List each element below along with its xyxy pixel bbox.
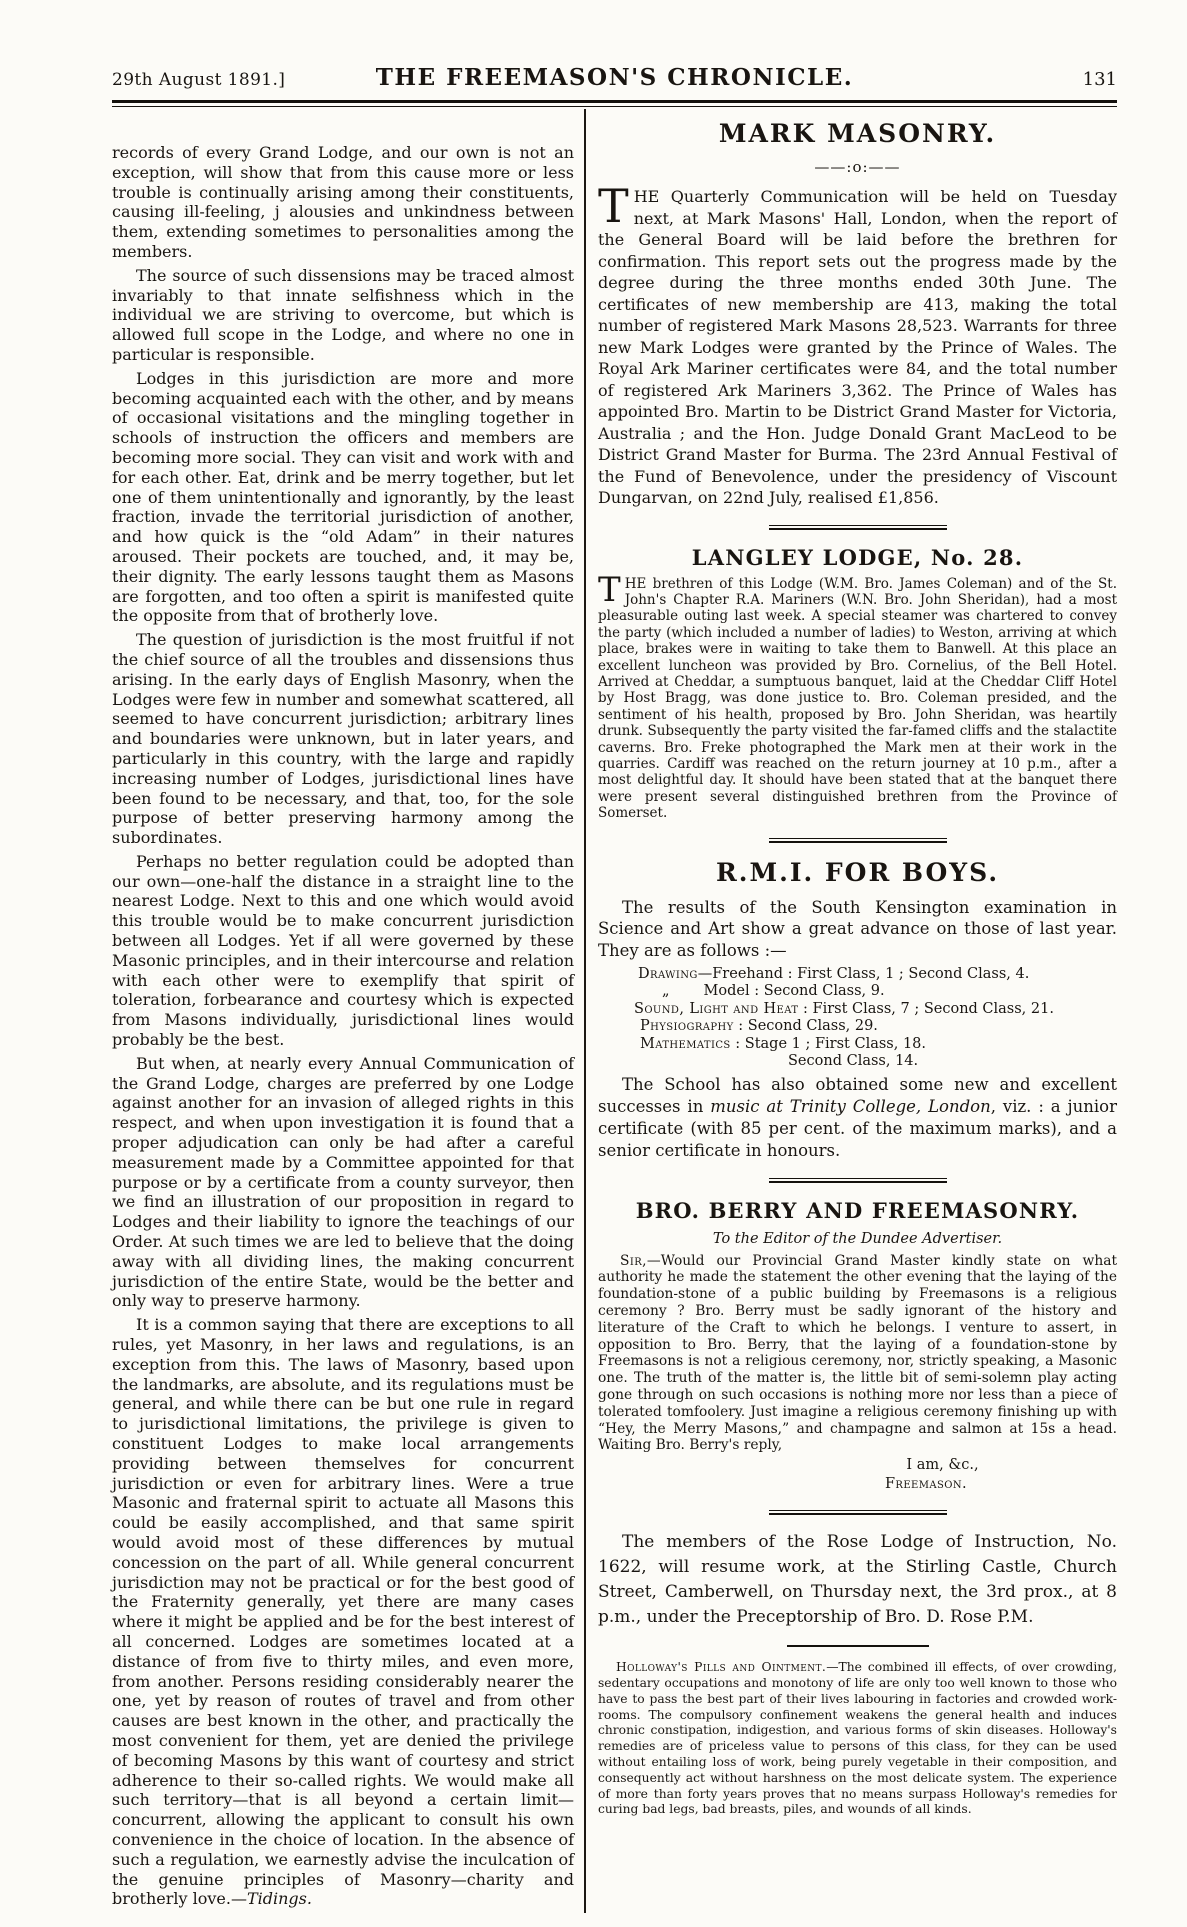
section-rule-thin — [787, 1645, 929, 1647]
article-source-credit: Tidings. — [246, 1889, 312, 1909]
section-rule — [769, 525, 947, 530]
holloway-ad-body — [598, 1660, 1117, 1818]
rose-lodge-notice: The members of the Rose Lodge of Instruction, No. 1622, will resume work, at the Stirling Castle, Church Street, Camberwell, on Thursday next, the 3rd prox., at 8 p.m., under the Preceptorship of Bro. D. Rose P.M. — [598, 1532, 1117, 1628]
letter-body — [598, 1253, 1117, 1455]
section-rmi-for-boys — [598, 858, 1117, 1162]
rmi-result-detail: Model : Second Class, 9. — [703, 983, 885, 1000]
article-paragraph: records of every Grand Lodge, and our own is not an exception, will show that from this cause more or less trouble is continually arising among their constituents, causing ill-feeling, j alousies and unkindness between them, extending sometimes to personalities among the members. — [112, 143, 574, 261]
rmi-result-detail: : Stage 1 ; First Class, 18. — [730, 1035, 927, 1052]
drop-cap: T — [598, 569, 621, 610]
letter-addressee — [598, 1231, 1117, 1247]
rmi-result-detail: : First Class, 7 ; Second Class, 21. — [798, 1000, 1054, 1017]
rmi-result-detail: —Freehand : First Class, 1 ; Second Class, 4. — [697, 965, 1030, 982]
section-rule — [769, 1510, 947, 1515]
rmi-intro: The results of the South Kensington examination in Science and Art show a great advance on those of last year. They are as follows :— — [598, 897, 1117, 961]
article-paragraph — [112, 1315, 574, 1909]
article-paragraph: The question of jurisdiction is the most fruitful if not the chief source of all the troubles and dissensions thus arising. In the early days of English Masonry, when the Lodges were few in number and somewhat scattered, all seemed to have concurrent jurisdiction; arbitrary lines and boundaries were unknown, but in later years, and particularly in this country, with the large and rapidly increasing number of Lodges, jurisdictional lines have been found to be necessary, and that, too, for the sole purpose of better preserving harmony among the subordinates. — [112, 630, 574, 848]
rmi-outro — [598, 1074, 1117, 1161]
rmi-outro-italic: music at Trinity College, London — [710, 1097, 991, 1117]
rmi-result-detail: : Second Class, 29. — [733, 1018, 878, 1035]
rmi-subject: Physiography — [640, 1018, 734, 1035]
langley-lodge-text: HE brethren of this Lodge (W.M. Bro. James Coleman) and of the St. John's Chapter R.A. Mariners (W.N. Bro. John Sheridan), had a most pleasurable outing last week. A special steamer was chartered to convey the party (which included a number of ladies) to Weston, arriving at which place, brakes were in waiting to take them to Banwell. At this place an excellent luncheon was provided by Bro. Cornelius, of the Bell Hotel. Arrived at Cheddar, a sumptuous banquet, laid at the Cheddar Cliff Hotel by Host Bragg, was done justice to. Bro. Coleman presided, and the sentiment of his health, proposed by Bro. John Sheridan, was heartily drunk. Subsequently the party visited the far-famed cliffs and the stalactite caverns. Bro. Freke photographed the Mark men at their work in the quarries. Cardiff was reached on the return journey at 10 p.m., after a most delightful day. It should have been stated that at the banquet there were present several distinguished brethren from the Province of Somerset. — [598, 575, 1117, 822]
letter-salutation: Sir, — [620, 1252, 647, 1269]
rmi-result-line — [598, 1001, 1117, 1018]
article-paragraph: Lodges in this jurisdiction are more and more becoming acquainted each with the other, and by means of occasional visitations and the mingling together in schools of instruction the officers and members are becoming more social. They can visit and work with and for each other. Eat, drink and be merry together, but let one of them unintentionally and ignorantly, by the least fraction, invade the territorial jurisdiction of another, and how quick is the “old Adam” in their natures aroused. Their pockets are touched, and, it may be, their dignity. The early lessons taught them as Masons are forgotten, and too often a spirit is manifested quite the opposite from that of brotherly love. — [112, 368, 574, 626]
mark-masonry-body — [598, 179, 1117, 509]
letter-closing: I am, &c., — [906, 1457, 979, 1474]
section-rule — [769, 838, 947, 843]
section-langley-lodge — [598, 545, 1117, 822]
rmi-result-line — [598, 966, 1117, 983]
ditto-mark: „ — [662, 983, 670, 1000]
letter-addressee-text: To the Editor of the Dundee Advertiser. — [712, 1230, 1003, 1247]
page-columns — [112, 109, 1117, 1913]
section-rose-lodge-notice — [598, 1530, 1117, 1630]
rmi-result-line — [598, 1036, 1117, 1053]
letter-text: —Would our Provincial Grand Master kindly state on what authority he made the statement the other evening that the laying of the foundation-stone of a public building by Freemasons is a religious ceremony ? Bro. Berry must be sadly ignorant of the history and literature of the Craft to which he belongs. I venture to assert, in opposition to Bro. Berry, that the laying of a foundation-stone by Freemasons is not a religious ceremony, nor, strictly speaking, a Masonic one. The truth of the matter is, the little bit of semi-solemn play acting gone through on such occasions is nothing more nor less than a piece of tolerated tomfoolery. Just imagine a religious ceremony finishing up with “Hey, the Merry Masons,” and champagne and salmon at 15s a head. Waiting Bro. Berry's reply, — [598, 1252, 1117, 1454]
rmi-result-line — [598, 983, 1117, 1000]
article-paragraph-text: It is a common saying that there are exceptions to all rules, yet Masonry, in her laws and regulations, is an exception from this. The laws of Masonry, based upon the landmarks, are absolute, and its regulations must be general, and while there can be but one rule in regard to jurisdictional limitations, the privilege is given to constituent Lodges to make local arrangements providing between themselves for concurrent jurisdiction or even for arbitrary lines. Were a true Masonic and fraternal spirit to actuate all Masons this could be easily accomplished, and that same spirit would avoid most of these differences by mutual concession on the part of all. While general concurrent jurisdiction may not be practical or for the best good of the Fraternity generally, yet there are many cases where it might be applied and be for the best interest of all concerned. Lodges are sometimes located at a distance of from five to thirty miles, and even more, from another. Persons residing considerably nearer the one, yet by reason of routes of travel and from other causes are best known in the other, and practically the most convenient for them, yet are denied the privilege of becoming Masons by this want of courtesy and strict adherence to their so-called rights. We would make all such territory—that is all beyond a certain limit—concurrent, allowing the applicant to consult his own convenience in the choice of location. In the absence of such a regulation, we earnestly advise the inculcation of the genuine principles of Masonry—charity and brotherly love.— — [112, 1315, 574, 1909]
langley-lodge-body — [598, 569, 1117, 822]
rmi-outro-text: , viz. : a junior certificate (with 85 per cent. of the maximum marks), and a senior certificate in honours. — [598, 1097, 1117, 1160]
rmi-subject: Sound, Light and Heat — [634, 1000, 799, 1017]
rmi-result-line — [598, 1018, 1117, 1035]
section-holloway-advertisement — [598, 1660, 1117, 1818]
langley-lodge-heading: LANGLEY LODGE, No. 28. — [691, 544, 1024, 570]
column-divider-rule — [584, 109, 586, 1913]
issue-date: 29th August 1891.] — [112, 70, 286, 90]
section-bro-berry — [598, 1198, 1117, 1495]
masthead-rule — [112, 100, 1117, 107]
rmi-heading: R.M.I. FOR BOYS. — [715, 857, 1000, 887]
bro-berry-heading: BRO. BERRY AND FREEMASONRY. — [635, 1197, 1080, 1223]
article-paragraph: But when, at nearly every Annual Communication of the Grand Lodge, charges are preferred by one Lodge against another for an invasion of alleged rights in this respect, and when upon investigation it is found that a proper adjudication can only be had after a careful measurement made by a Committee appointed for that purpose or by a certificate from a county surveyor, then we find an illustration of our proposition in regard to Lodges and their liability to ignore the teachings of our Order. At such times we are led to believe that the doing away with all dividing lines, the making concurrent jurisdiction of the entire State, would be the better and only way to preserve harmony. — [112, 1053, 574, 1311]
rmi-results-list — [598, 966, 1117, 1070]
mark-masonry-text: HE Quarterly Communication will be held on Tuesday next, at Mark Masons' Hall, London, when the report of the General Board will be laid before the brethren for confirmation. This report sets out the progress made by the degree during the three months ended 30th June. The certificates of new membership are 413, making the total number of registered Mark Masons 28,523. Warrants for three new Mark Lodges were granted by the Prince of Wales. The Royal Ark Mariner certificates were 84, and the total number of registered Ark Mariners 3,362. The Prince of Wales has appointed Bro. Martin to be District Grand Master for Victoria, Australia ; and the Hon. Judge Donald Grant MacLeod to be District Grand Master for Burma. The 23rd Annual Festival of the Fund of Benevolence, under the presidency of Viscount Dungarvan, on 22nd July, realised £1,856. — [598, 187, 1117, 507]
article-column-right — [598, 109, 1117, 1913]
section-mark-masonry — [598, 119, 1117, 509]
rmi-subject: Mathematics — [640, 1035, 731, 1052]
holloway-ad-text: —The combined ill effects, of over crowding, sedentary occupations and monotony of life are only too well known to those who have to pass the best part of their lives labouring in factories and crowded work-rooms. The compulsory confinement weakens the general health and induces chronic constipation, indigestion, and various forms of skin diseases. Holloway's remedies are of priceless value to persons of this class, for they can be used without entailing loss of work, being purely vegetable in their composition, and consequently act without harshness on the most delicate system. The experience of more than forty years proves that no means surpass Holloway's remedies for curing bad legs, bad breasts, piles, and wounds of all kinds. — [598, 1660, 1117, 1817]
drop-cap: T — [598, 179, 629, 233]
article-paragraph: Perhaps no better regulation could be adopted than our own—one-half the distance in a straight line to the nearest Lodge. Next to this and one which would avoid this trouble would be to make concurrent jurisdiction between all Lodges. Yet if all were governed by these Masonic principles, and in their intercourse and relation with each other were to exemplify that spirit of toleration, forbearance and courtesy which is expected from Masons individually, jurisdictional lines would probably be the best. — [112, 851, 574, 1050]
heading-ornament: ——:o:—— — [814, 158, 901, 176]
article-column-left — [112, 109, 574, 1913]
rmi-outro-text: The School has also obtained some new and excellent successes in — [598, 1075, 1117, 1117]
page-header — [112, 64, 1117, 91]
page-number: 131 — [1082, 69, 1117, 90]
letter-signature: Freemason. — [884, 1476, 967, 1493]
rmi-result-line — [598, 1053, 1117, 1070]
rmi-result-detail: Second Class, 14. — [788, 1053, 919, 1070]
mark-masonry-heading: MARK MASONRY. — [718, 119, 997, 148]
holloway-ad-lead: Holloway's Pills and Ointment. — [616, 1660, 827, 1675]
section-rule — [769, 1178, 947, 1183]
article-paragraph: The source of such dissensions may be traced almost invariably to that innate selfishness which in the individual we are striving to overcome, but which is allowed full scope in the Lodge, and where no one in particular is responsible. — [112, 265, 574, 364]
page-title: THE FREEMASON'S CHRONICLE. — [375, 64, 854, 91]
rmi-subject: Drawing — [638, 965, 698, 982]
